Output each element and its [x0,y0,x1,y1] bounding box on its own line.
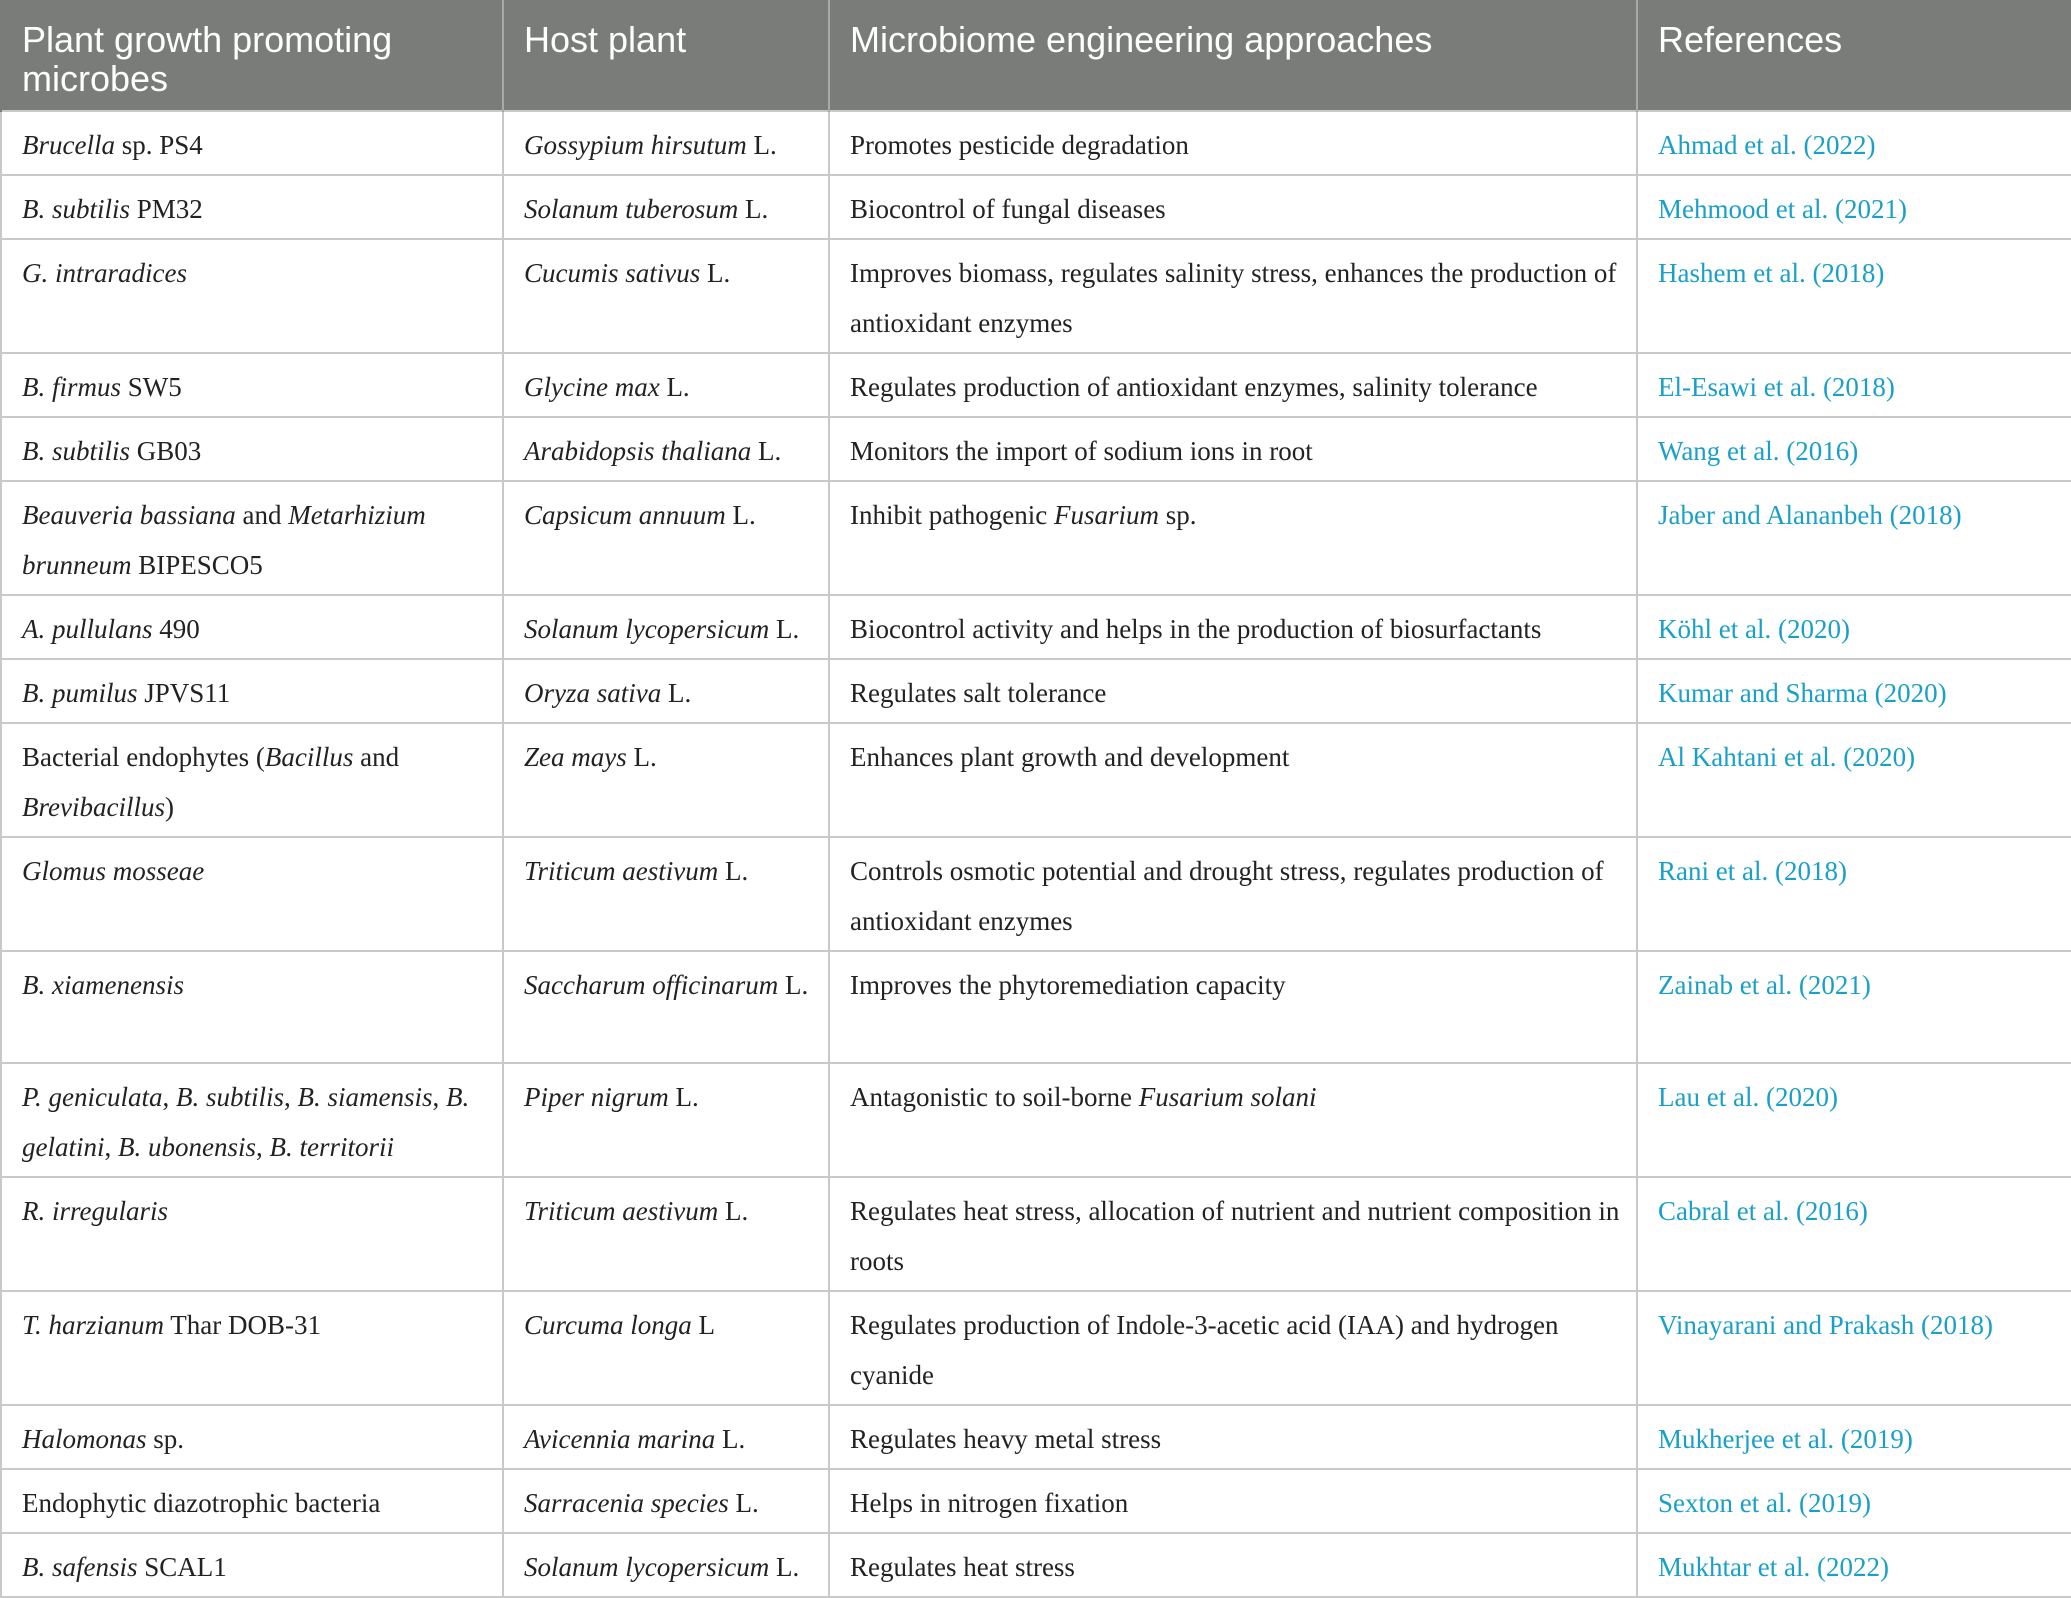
italic-text: B. firmus [22,372,122,402]
italic-text: Glomus mosseae [22,856,205,886]
text: ) [164,792,174,822]
italic-text: Curcuma longa [524,1310,692,1340]
cell-reference [1637,1405,2071,1469]
text: Helps in nitrogen fixation [850,1488,1129,1518]
text: Regulates heat stress, allocation of nutrient and nutrient composition in roots [850,1196,1620,1276]
table-row [1,1469,2071,1533]
header-row [1,0,2071,111]
italic-text: Piper nigrum [524,1082,669,1112]
cell-microbe [1,1063,503,1177]
reference-link[interactable]: Cabral et al. (2016) [1658,1196,1868,1226]
cell-microbe [1,1469,503,1533]
cell-host-plant [503,481,829,595]
cell-host-plant [503,723,829,837]
text: Biocontrol activity and helps in the production of biosurfactants [850,614,1542,644]
text: L. [659,372,690,402]
text: SW5 [121,372,182,402]
cell-host-plant [503,1405,829,1469]
text: Promotes pesticide degradation [850,130,1189,160]
cell-microbe [1,481,503,595]
text: and [353,742,400,772]
text: Enhances plant growth and development [850,742,1290,772]
cell-approach [829,659,1637,723]
italic-text: B. siamensis [297,1082,433,1112]
italic-text: Metarhizium brunneum [22,500,426,580]
italic-text: Fusarium [1053,500,1159,530]
cell-approach [829,111,1637,175]
text: L. [769,614,800,644]
text: L. [725,500,756,530]
cell-reference [1637,951,2071,1063]
cell-reference [1637,1469,2071,1533]
italic-text: Zea mays [524,742,627,772]
cell-host-plant [503,951,829,1063]
cell-microbe [1,1533,503,1597]
cell-reference [1637,595,2071,659]
reference-link[interactable]: Wang et al. (2016) [1658,436,1859,466]
italic-text: Avicennia marina [524,1424,716,1454]
italic-text: Beauveria bassiana [22,500,236,530]
reference-link[interactable]: Ahmad et al. (2022) [1658,130,1876,160]
cell-approach [829,239,1637,353]
italic-text: Solanum lycopersicum [524,1552,770,1582]
text: Bacterial endophytes ( [22,742,265,772]
reference-link[interactable]: Kumar and Sharma (2020) [1658,678,1947,708]
reference-link[interactable]: Köhl et al. (2020) [1658,614,1850,644]
table-row [1,481,2071,595]
cell-approach [829,1533,1637,1597]
text: , [284,1082,298,1112]
cell-approach [829,353,1637,417]
text: L. [700,258,731,288]
table-row [1,1177,2071,1291]
table-row [1,1533,2071,1597]
table-row [1,659,2071,723]
text: JPVS11 [137,678,231,708]
reference-link[interactable]: Mukhtar et al. (2022) [1658,1552,1889,1582]
text: L. [668,1082,699,1112]
cell-approach [829,595,1637,659]
cell-reference [1637,723,2071,837]
cell-approach [829,1405,1637,1469]
cell-microbe [1,111,503,175]
cell-microbe [1,951,503,1063]
text: Antagonistic to soil-borne [850,1082,1139,1112]
cell-host-plant [503,111,829,175]
header-microbes: Plant growth promoting microbes [1,0,503,111]
text: PM32 [130,194,203,224]
italic-text: Sarracenia species [524,1488,729,1518]
table-row [1,837,2071,951]
text: Monitors the import of sodium ions in root [850,436,1313,466]
cell-host-plant [503,1469,829,1533]
text: , [162,1082,176,1112]
text: Biocontrol of fungal diseases [850,194,1166,224]
cell-host-plant [503,353,829,417]
italic-text: Halomonas [22,1424,147,1454]
cell-approach [829,951,1637,1063]
text: Regulates heavy metal stress [850,1424,1162,1454]
reference-link[interactable]: Mehmood et al. (2021) [1658,194,1907,224]
italic-text: Triticum aestivum [524,856,719,886]
header-approaches: Microbiome engineering approaches [829,0,1637,111]
cell-host-plant [503,837,829,951]
text: L. [661,678,692,708]
cell-host-plant [503,659,829,723]
cell-microbe [1,353,503,417]
cell-host-plant [503,417,829,481]
cell-reference [1637,111,2071,175]
cell-host-plant [503,595,829,659]
italic-text: Cucumis sativus [524,258,701,288]
cell-reference [1637,1291,2071,1405]
reference-link[interactable]: Mukherjee et al. (2019) [1658,1424,1913,1454]
table-row [1,1291,2071,1405]
cell-reference [1637,353,2071,417]
text: Regulates production of Indole-3-acetic acid (IAA) and hydrogen cyanide [850,1310,1559,1390]
text: Regulates heat stress [850,1552,1075,1582]
italic-text: B. subtilis [175,1082,284,1112]
italic-text: Oryza sativa [524,678,662,708]
text: L. [778,970,809,1000]
cell-host-plant [503,1291,829,1405]
italic-text: R. irregularis [22,1196,169,1226]
italic-text: T. harzianum [22,1310,165,1340]
cell-host-plant [503,175,829,239]
text: L. [715,1424,746,1454]
italic-text: G. intraradices [22,258,187,288]
text: sp. [1158,500,1197,530]
cell-microbe [1,239,503,353]
cell-reference [1637,175,2071,239]
text: L. [728,1488,759,1518]
italic-text: Capsicum annuum [524,500,726,530]
text: , [104,1132,118,1162]
cell-approach [829,723,1637,837]
italic-text: Saccharum officinarum [524,970,779,1000]
cell-microbe [1,1405,503,1469]
table-header [1,0,2071,111]
italic-text: B. subtilis [22,436,131,466]
italic-text: Bacillus [264,742,354,772]
text: 490 [152,614,200,644]
cell-approach [829,417,1637,481]
text: Thar DOB-31 [164,1310,322,1340]
cell-reference [1637,1063,2071,1177]
reference-link[interactable]: Jaber and Alananbeh (2018) [1658,500,1962,530]
text: L. [751,436,782,466]
text: L. [769,1552,800,1582]
text: Improves biomass, regulates salinity stress, enhances the production of antioxidant enzymes [850,258,1617,338]
italic-text: B. gelatini [22,1082,470,1162]
text: L. [738,194,769,224]
text: L. [626,742,657,772]
text: L. [718,856,749,886]
cell-reference [1637,417,2071,481]
cell-approach [829,481,1637,595]
italic-text: B. subtilis [22,194,131,224]
text: , [432,1082,446,1112]
cell-host-plant [503,1063,829,1177]
header-host-plant: Host plant [503,0,829,111]
cell-microbe [1,659,503,723]
text: Controls osmotic potential and drought stress, regulates production of antioxidant enzymes [850,856,1604,936]
cell-microbe [1,595,503,659]
table-row [1,417,2071,481]
italic-text: Brucella [22,130,115,160]
text: Regulates salt tolerance [850,678,1107,708]
cell-reference [1637,1177,2071,1291]
cell-microbe [1,417,503,481]
italic-text: Brevibacillus [22,792,165,822]
table-body [1,111,2071,1597]
cell-reference [1637,837,2071,951]
text: Inhibit pathogenic [850,500,1054,530]
table-row [1,239,2071,353]
cell-approach [829,1469,1637,1533]
cell-host-plant [503,1533,829,1597]
cell-microbe [1,175,503,239]
table-row [1,353,2071,417]
cell-host-plant [503,239,829,353]
cell-reference [1637,481,2071,595]
cell-approach [829,1063,1637,1177]
italic-text: B. safensis [22,1552,138,1582]
text: L [691,1310,715,1340]
table-row [1,595,2071,659]
italic-text: Glycine max [524,372,660,402]
text: Improves the phytoremediation capacity [850,970,1286,1000]
text: , [256,1132,270,1162]
cell-microbe [1,837,503,951]
table-row [1,1063,2071,1177]
reference-link[interactable]: El-Esawi et al. (2018) [1658,372,1895,402]
table-row [1,175,2071,239]
italic-text: Triticum aestivum [524,1196,719,1226]
text: SCAL1 [137,1552,227,1582]
reference-link[interactable]: Al Kahtani et al. (2020) [1658,742,1916,772]
italic-text: B. pumilus [22,678,138,708]
italic-text: Gossypium hirsutum [524,130,747,160]
italic-text: B. ubonensis [118,1132,256,1162]
cell-approach [829,175,1637,239]
italic-text: B. xiamenensis [22,970,184,1000]
table-row [1,723,2071,837]
reference-link[interactable]: Zainab et al. (2021) [1658,970,1871,1000]
italic-text: Solanum tuberosum [524,194,739,224]
cell-host-plant [503,1177,829,1291]
text: L. [746,130,777,160]
reference-link[interactable]: Vinayarani and Prakash (2018) [1658,1310,1994,1340]
reference-link[interactable]: Sexton et al. (2019) [1658,1488,1871,1518]
table-row [1,1405,2071,1469]
text: BIPESCO5 [131,550,263,580]
cell-reference [1637,239,2071,353]
cell-approach [829,837,1637,951]
header-references: References [1637,0,2071,111]
table-row [1,111,2071,175]
text: and [235,500,289,530]
italic-text: A. pullulans [22,614,153,644]
text: GB03 [130,436,202,466]
text: sp. PS4 [114,130,203,160]
italic-text: B. territorii [269,1132,395,1162]
italic-text: Arabidopsis thaliana [524,436,752,466]
text: L. [718,1196,749,1226]
italic-text: P. geniculata [22,1082,163,1112]
cell-microbe [1,723,503,837]
cell-microbe [1,1291,503,1405]
reference-link[interactable]: Hashem et al. (2018) [1658,258,1885,288]
cell-microbe [1,1177,503,1291]
italic-text: Solanum lycopersicum [524,614,770,644]
italic-text: Fusarium solani [1138,1082,1317,1112]
cell-approach [829,1291,1637,1405]
text: Regulates production of antioxidant enzymes, salinity tolerance [850,372,1538,402]
reference-link[interactable]: Rani et al. (2018) [1658,856,1847,886]
table-row [1,951,2071,1063]
cell-approach [829,1177,1637,1291]
text: Endophytic diazotrophic bacteria [22,1488,381,1518]
cell-reference [1637,659,2071,723]
reference-link[interactable]: Lau et al. (2020) [1658,1082,1838,1112]
cell-reference [1637,1533,2071,1597]
text: sp. [146,1424,185,1454]
